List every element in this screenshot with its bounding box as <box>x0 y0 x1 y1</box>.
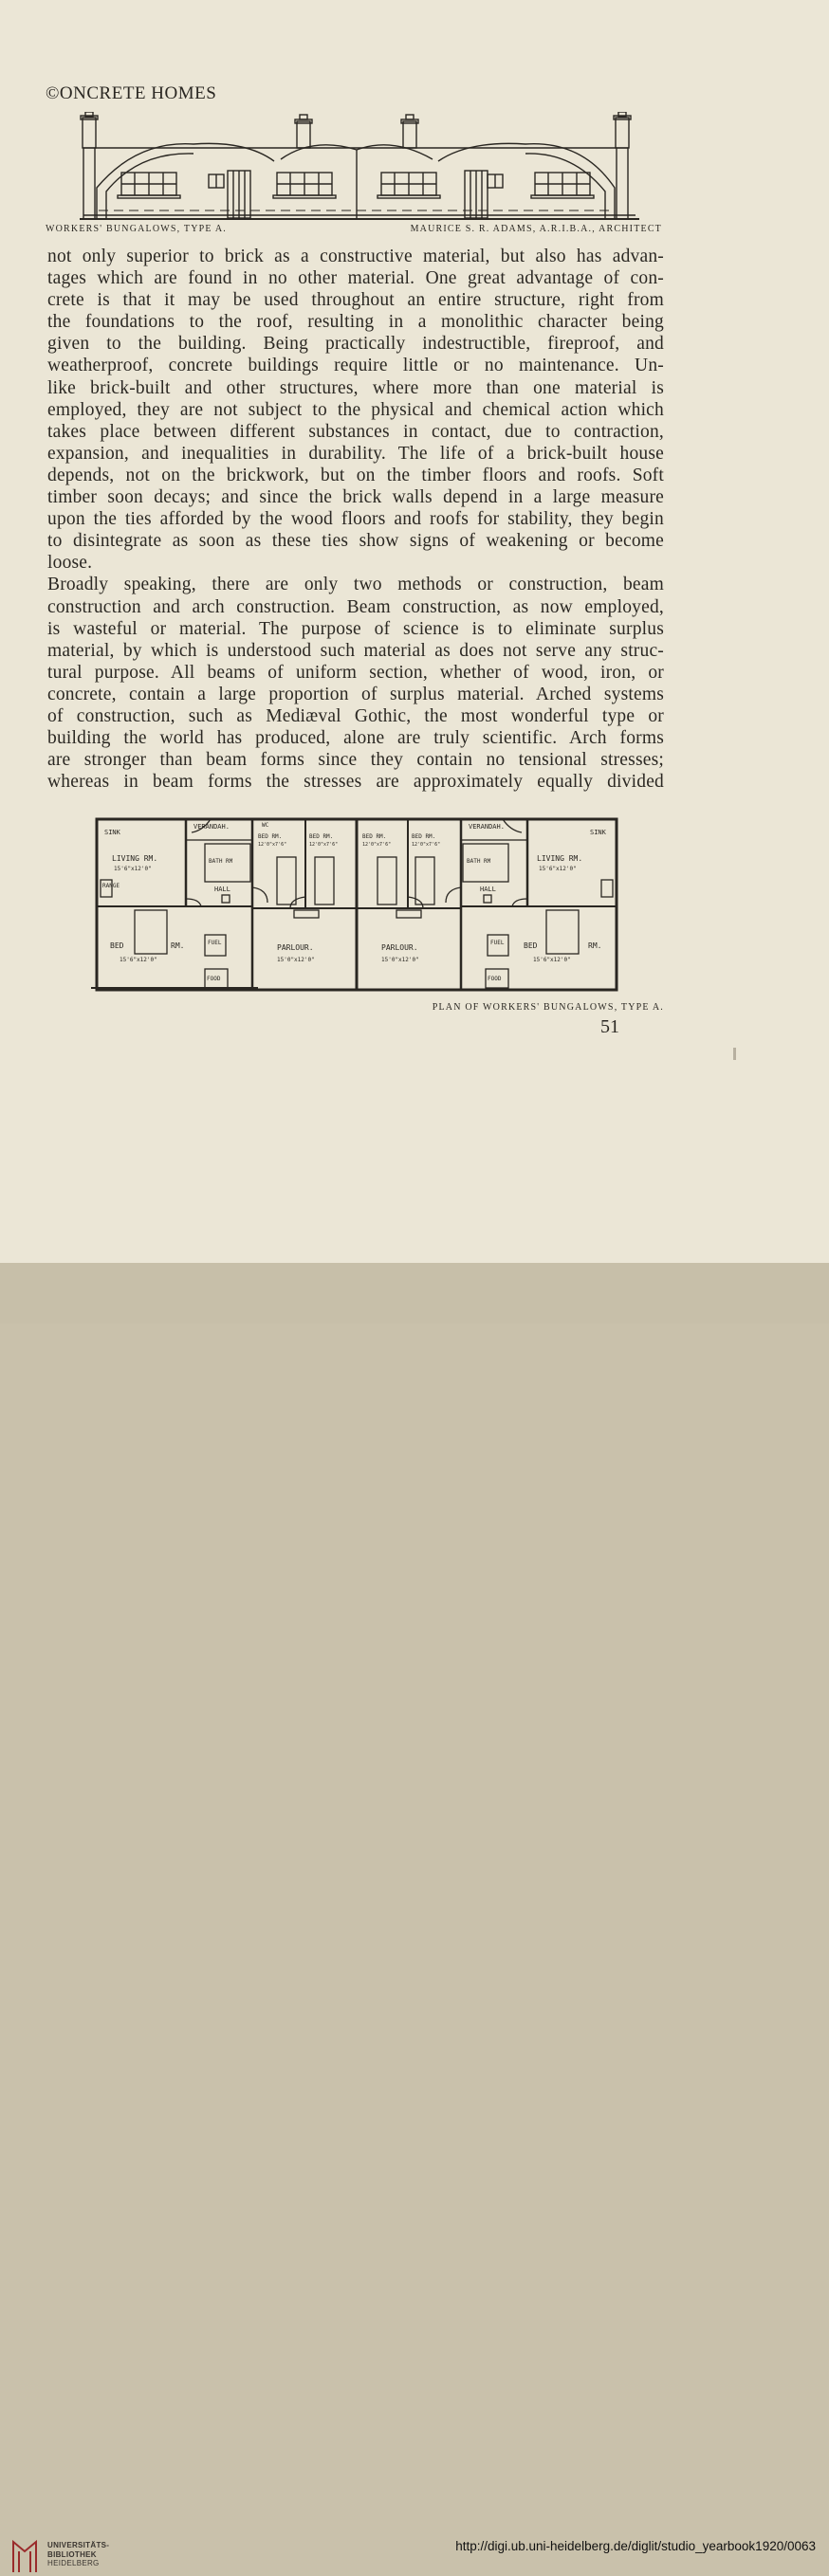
text-line: is wasteful or material. The purpose of science is to eliminate surplus <box>47 618 664 639</box>
library-footer <box>0 1263 829 2567</box>
text-line: weatherproof, concrete buildings require little or no maintenance. Un- <box>47 356 664 376</box>
plan-label: PARLOUR. <box>277 943 314 952</box>
text-line: of construction, such as Mediæval Gothic, the most wonderful type or <box>47 705 664 726</box>
plan-label: 12'0"x7'6" <box>309 842 339 848</box>
text-line: depends, not on the brickwork, but on the timber floors and roofs. Soft <box>47 465 664 485</box>
page-number: 51 <box>600 1016 619 1037</box>
body-text <box>47 246 664 793</box>
text-line: expansion, and inequalities in durability. The life of a brick-built house <box>47 443 664 464</box>
text-line: Broadly speaking, there are only two methods or construction, beam <box>47 575 664 595</box>
plan-label: 15'6"x12'0" <box>539 866 577 872</box>
text-line: building the world has produced, alone are truly scientific. Arch forms <box>47 728 664 749</box>
floor-plan <box>91 812 622 997</box>
text-line: whereas in beam forms the stresses are approximately equally divided <box>47 772 664 793</box>
plan-label: BED <box>110 941 124 950</box>
library-name-line: HEIDELBERG <box>47 2559 100 2567</box>
plan-label: RM. <box>588 941 602 950</box>
plan-label: VERANDAH. <box>469 823 505 831</box>
plan-label: RM. <box>171 941 185 950</box>
plan-label: BED RM. <box>362 833 387 840</box>
text-line: the foundations to the roof, resulting in a monolithic character being <box>47 312 664 333</box>
plan-label: BED <box>524 941 538 950</box>
text-line: employed, they are not subject to the physical and chemical action which <box>47 399 664 420</box>
text-line: to disintegrate as soon as these ties show signs of weakening or become <box>47 531 664 552</box>
plan-label: PARLOUR. <box>381 943 418 952</box>
plan-label: HALL <box>214 886 230 893</box>
text-line: given to the building. Being practically indestructible, fireproof, and <box>47 334 664 355</box>
plan-label: BED RM. <box>309 833 334 840</box>
plan-caption: PLAN OF WORKERS' BUNGALOWS, TYPE A. <box>432 1002 664 1013</box>
book-page <box>0 0 829 1263</box>
plan-label: FOOD <box>488 976 502 982</box>
library-name-line: UNIVERSITÄTS- <box>47 2541 110 2549</box>
library-logo-icon <box>9 2538 40 2576</box>
text-line: timber soon decays; and since the brick walls depend in a large measure <box>47 487 664 508</box>
plan-label: FUEL <box>208 940 222 946</box>
text-line: like brick-built and other structures, where more than one material is <box>47 377 664 398</box>
text-line: material, by which is understood such material as does not serve any struc- <box>47 640 664 661</box>
plan-label: 15'6"x12'0" <box>114 866 152 872</box>
text-line: tural purpose. All beams of uniform section, whether of wood, iron, or <box>47 662 664 683</box>
plan-label: RANGE <box>102 883 120 889</box>
source-url-link[interactable]: http://digi.ub.uni-heidelberg.de/diglit/studio_yearbook1920/0063 <box>455 2539 816 2553</box>
library-name-line: BIBLIOTHEK <box>47 2549 97 2559</box>
plan-label: 15'6"x12'0" <box>533 957 571 963</box>
text-line: tages which are found in no other material. One great advantage of con- <box>47 268 664 289</box>
plan-label: HALL <box>480 886 496 893</box>
plan-label: BED RM. <box>258 833 283 840</box>
margin-mark <box>733 1048 736 1060</box>
plan-label: 15'0"x12'0" <box>381 957 419 963</box>
plan-label: BATH RM <box>209 858 233 865</box>
text-line: upon the ties afforded by the wood floors and roofs for stability, they begin <box>47 509 664 530</box>
plan-label: FOOD <box>207 976 221 982</box>
text-line: loose. <box>47 553 93 574</box>
plan-label: SINK <box>590 829 606 836</box>
plan-label: 12'0"x7'6" <box>258 842 287 848</box>
plan-label: 15'6"x12'0" <box>120 957 157 963</box>
text-line: are stronger than beam forms since they contain no tensional stresses; <box>47 750 664 771</box>
elevation-drawing <box>80 112 639 224</box>
text-line: not only superior to brick as a constructive material, but also has advan- <box>47 247 664 266</box>
plan-label: BED RM. <box>412 833 436 840</box>
elevation-caption-right: MAURICE S. R. ADAMS, A.R.I.B.A., ARCHITECT <box>410 224 662 234</box>
plan-label: 15'0"x12'0" <box>277 957 315 963</box>
text-line: crete is that it may be used throughout an entire structure, right from <box>47 290 664 311</box>
text-line: concrete, contain a large proportion of surplus material. Arched systems <box>47 684 664 704</box>
plan-label: 12'0"x7'6" <box>412 842 441 848</box>
plan-label: 12'0"x7'6" <box>362 842 392 848</box>
plan-label: LIVING RM. <box>112 854 158 863</box>
plan-label: WC <box>262 822 269 829</box>
plan-label: VERANDAH. <box>193 823 230 831</box>
text-line: construction and arch construction. Beam construction, as now employed, <box>47 596 664 617</box>
elevation-caption-left: WORKERS' BUNGALOWS, TYPE A. <box>46 224 227 234</box>
text-line: takes place between different substances in contact, due to contraction, <box>47 421 664 442</box>
plan-label: SINK <box>104 829 120 836</box>
plan-label: BATH RM <box>467 858 491 865</box>
library-name <box>47 2541 109 2568</box>
plan-label: FUEL <box>490 940 505 946</box>
plan-label: LIVING RM. <box>537 854 583 863</box>
running-head: ©ONCRETE HOMES <box>46 83 217 103</box>
